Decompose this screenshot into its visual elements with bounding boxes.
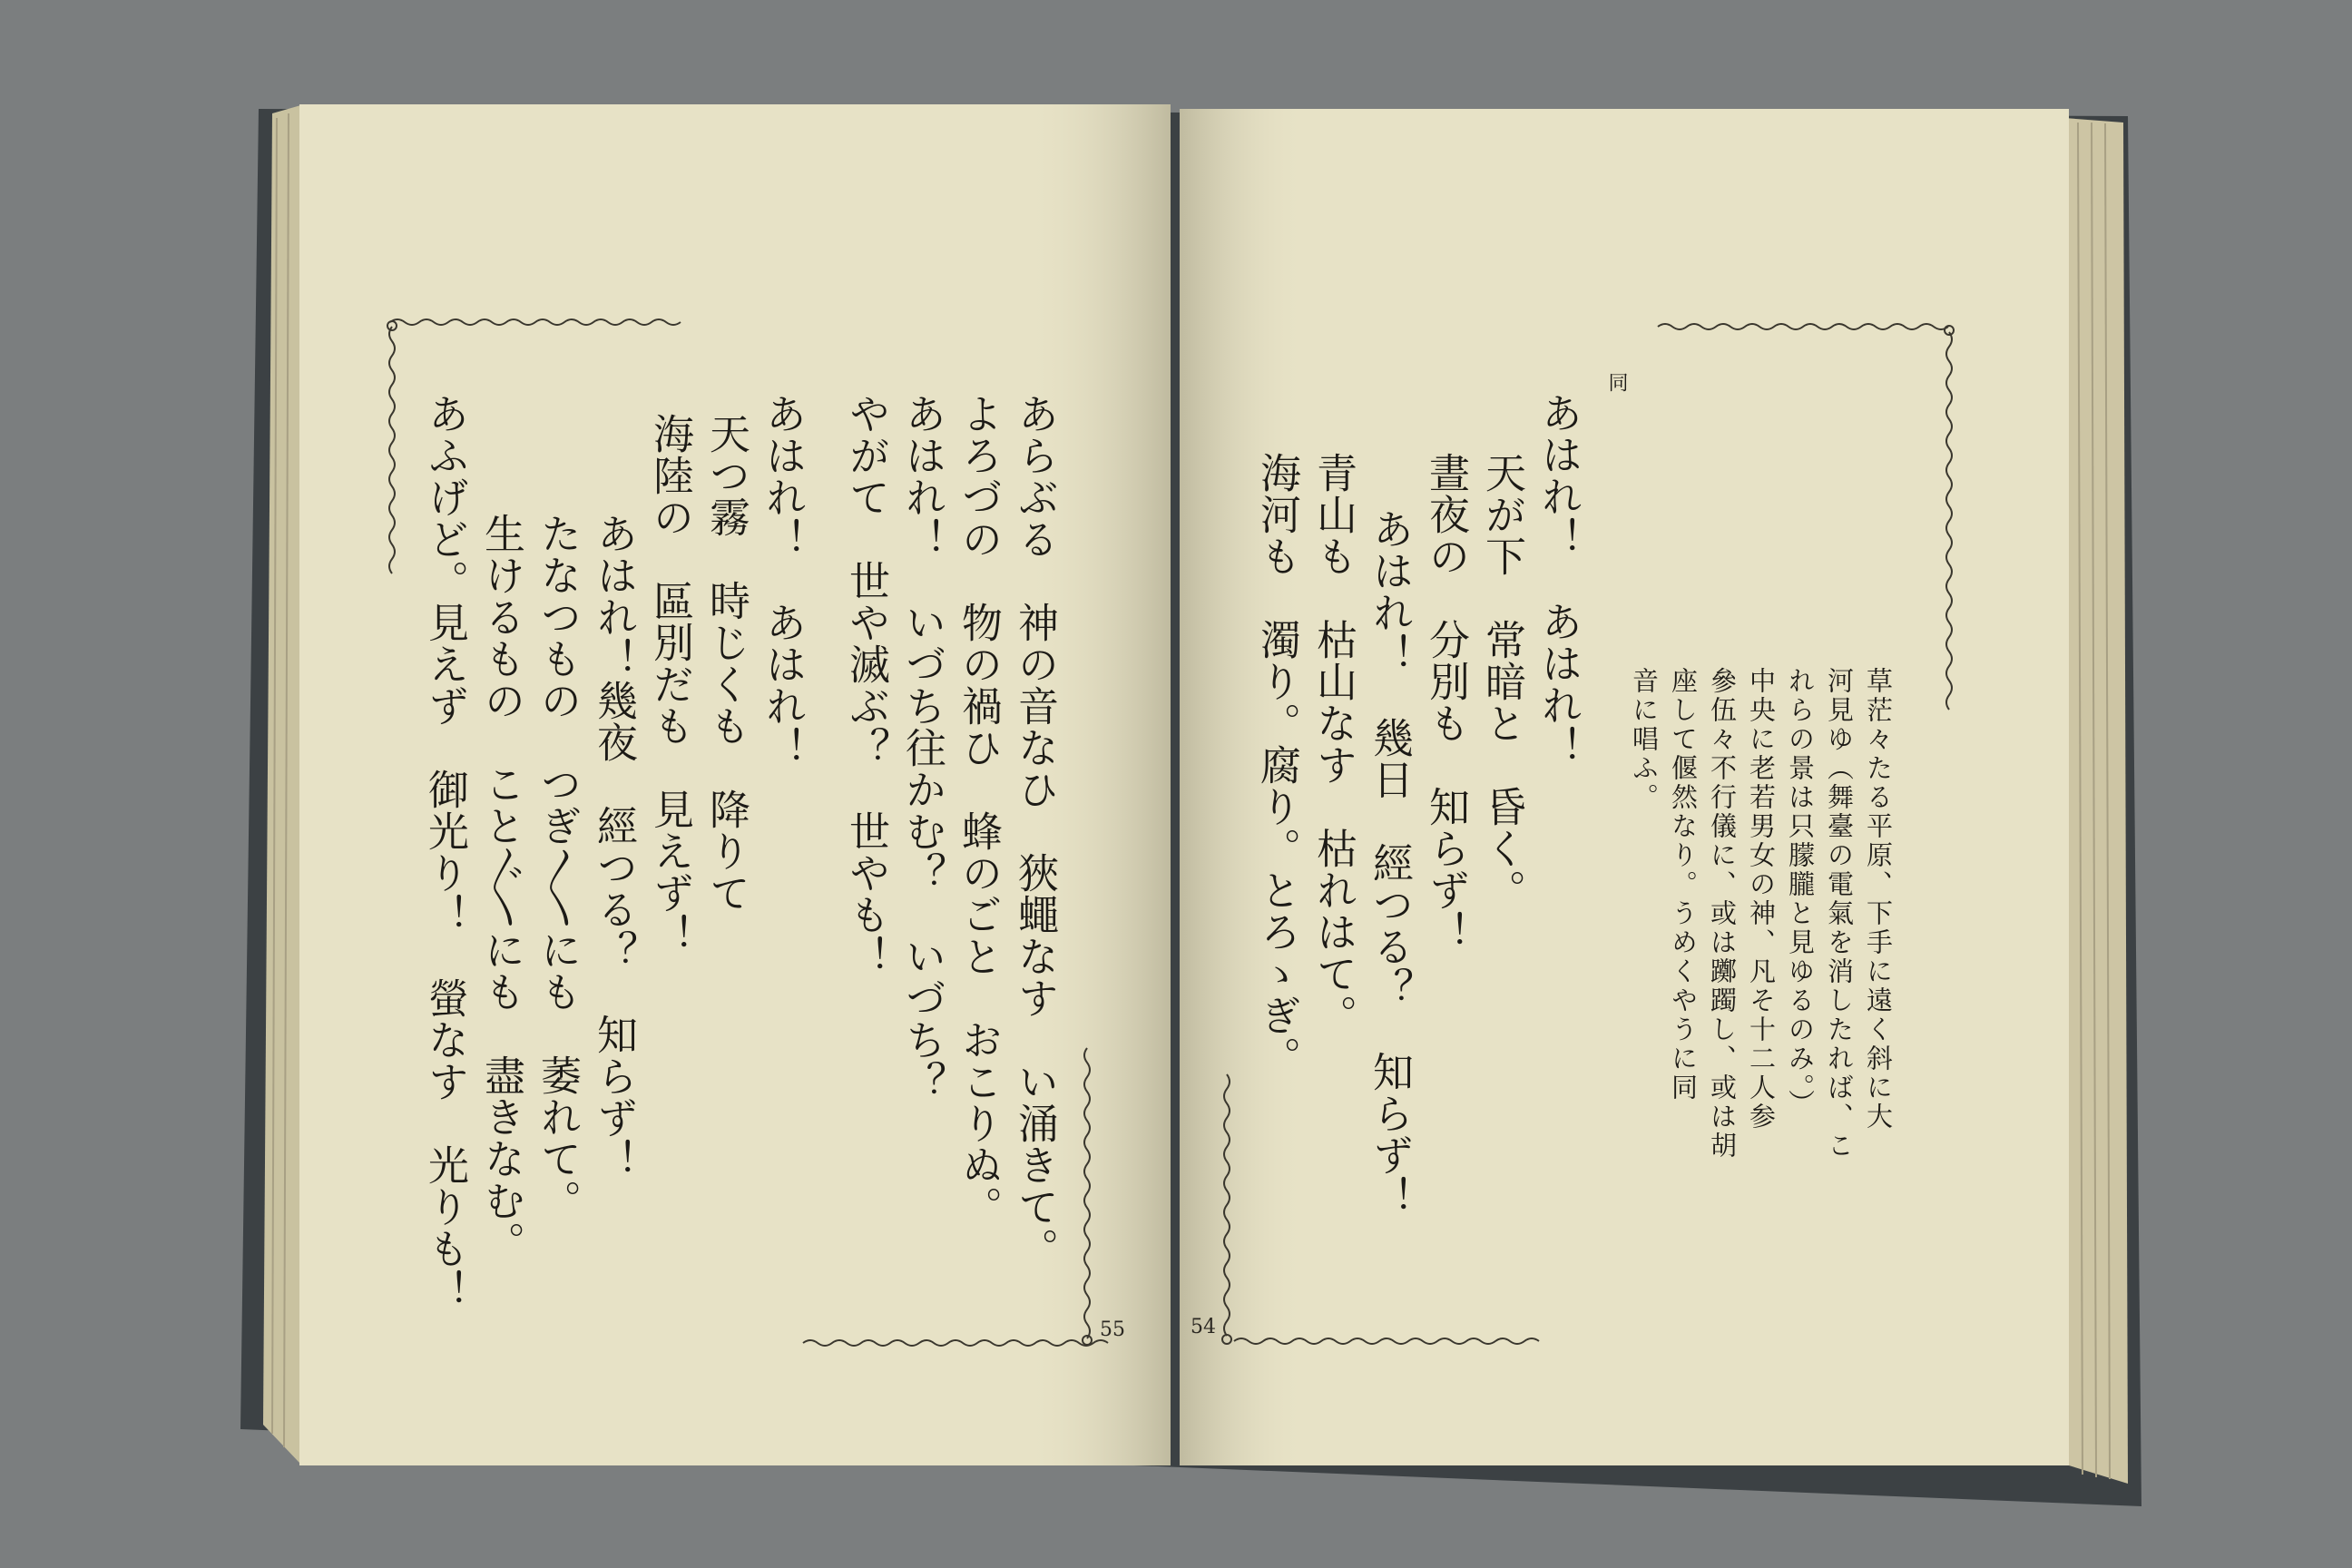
stage-direction-line-2: 河見ゆ（舞臺の電氣を消したれば、こ bbox=[1824, 667, 1855, 1161]
right-verse-line-4: あはれ！ 幾日 經つる？ 知らず！ bbox=[1366, 508, 1414, 1218]
stage-direction-line-3: れらの景は只朦朧と見ゆるのみ。） bbox=[1785, 667, 1816, 1119]
stage-direction-line-4: 中央に老若男女の神、凡そ十二人参 bbox=[1746, 667, 1777, 1132]
left-verse-line-2: よろづの 物の禍ひ 蜂のごと おこりぬ。 bbox=[955, 393, 1003, 1228]
right-verse-line-3: 晝夜の 分別も 知らず！ bbox=[1422, 452, 1470, 953]
stage-direction-line-6: 座して偃然なり。うめくやうに同 bbox=[1668, 667, 1699, 1102]
left-verse-line-3: あはれ！ いづち往かむ？ いづち？ bbox=[898, 393, 946, 1102]
left-verse-line-1: あらぶる 神の音なひ 狹蠅なす い涌きて。 bbox=[1011, 393, 1059, 1269]
left-page bbox=[299, 104, 1171, 1465]
left-page-number: 55 bbox=[1100, 1318, 1125, 1341]
right-page-number: 54 bbox=[1191, 1316, 1216, 1338]
left-verse-line-11: あふげど。見えず 御光り！ 螢なす 光りも！ bbox=[421, 393, 469, 1311]
left-verse-line-8: あはれ！幾夜 經つる？ 知らず！ bbox=[590, 513, 638, 1181]
ornament-border-top-left bbox=[390, 319, 681, 325]
left-verse-line-5: あはれ！ あはれ！ bbox=[759, 393, 807, 769]
left-verse-line-4: やがて 世や滅ぶ？ 世やも！ bbox=[842, 393, 890, 977]
right-verse-line-5: 青山も 枯山なす 枯れはて。 bbox=[1309, 452, 1357, 1036]
stage-direction-line-1: 草茫々たる平原、下手に遠く斜に大 bbox=[1863, 667, 1894, 1132]
right-verse-line-6: 海河も 濁り。腐り。とろゝぎ。 bbox=[1253, 452, 1301, 1078]
stage-direction-label: 同 bbox=[1605, 372, 1628, 392]
right-verse-line-1: あはれ！ あはれ！ bbox=[1534, 392, 1583, 768]
ornament-border-top-right bbox=[1658, 324, 1948, 329]
stage-direction-line-5: 參伍々不行儀に、或は躑躅し、或は胡 bbox=[1707, 667, 1738, 1161]
left-verse-line-10: 生けるもの こと〴〵にも 盡きなむ。 bbox=[477, 513, 525, 1263]
stage-direction-line-7: 音に唱ふ。 bbox=[1629, 667, 1660, 812]
right-page bbox=[1180, 109, 2069, 1465]
left-verse-line-7: 海陸の 區別だも 見えず！ bbox=[646, 413, 694, 956]
left-verse-line-9: たなつもの つぎ〳〵にも 萎れて。 bbox=[534, 513, 582, 1221]
left-verse-line-6: 天つ霧 時じくも 降りて bbox=[702, 413, 750, 914]
right-verse-line-2: 天が下 常暗と 昏く。 bbox=[1478, 452, 1526, 911]
